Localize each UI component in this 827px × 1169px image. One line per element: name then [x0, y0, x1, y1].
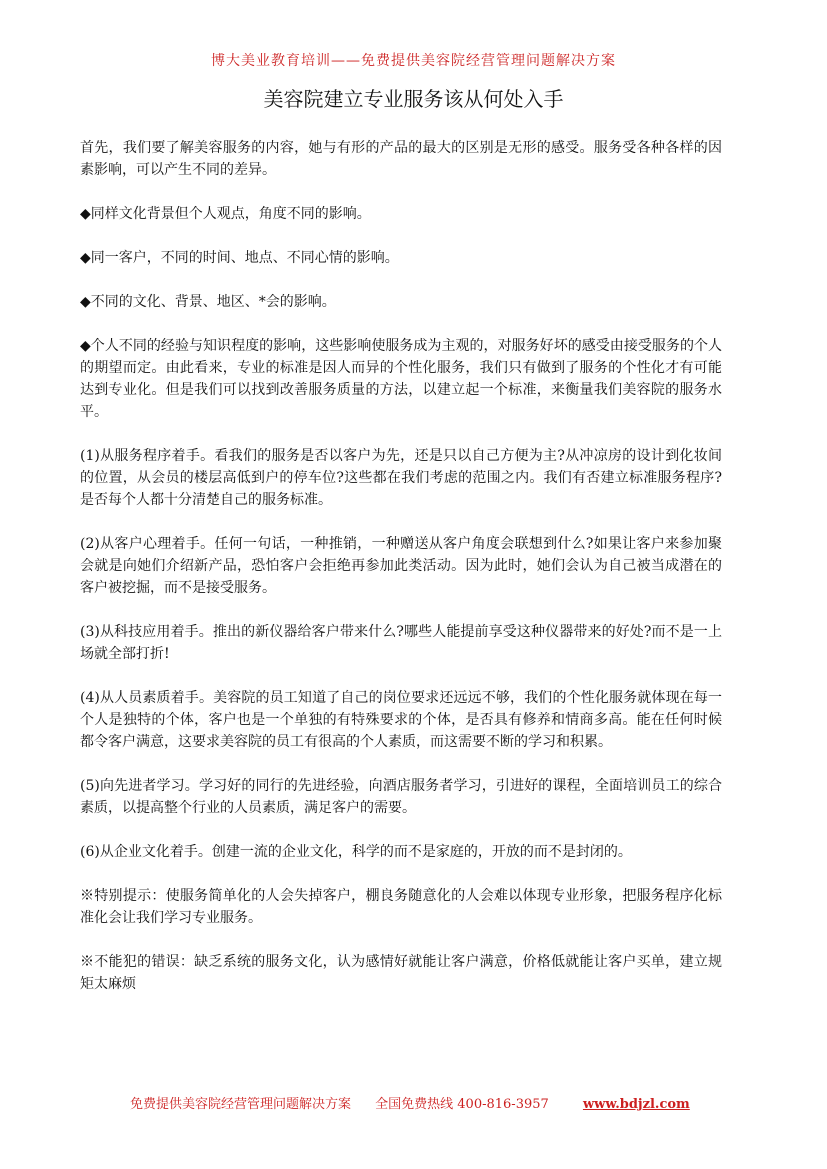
- paragraph-tip: ※特别提示：使服务简单化的人会失掉客户，棚良务随意化的人会难以体现专业形象，把服务程序化标准化会让我们学习专业服务。: [80, 888, 722, 926]
- footer-url-link[interactable]: www.bdjzl.com: [582, 1097, 690, 1112]
- article-body: [80, 137, 722, 1017]
- paragraph-item-4: (4)从人员素质着手。美容院的员工知道了自己的岗位要求还远远不够，我们的个性化服务就体现在每一个人是独特的个体，客户也是一个单独的有特殊要求的个体，是否具有修养和情商多高。能在任何时候都令客户满意，这要求美容院的员工有很高的个人素质，而这需要不断的学习和积累。: [80, 690, 722, 750]
- page-header: 博大美业教育培训——免费提供美容院经营管理问题解决方案: [211, 53, 616, 69]
- paragraph-mistake: ※不能犯的错误：缺乏系统的服务文化，认为感情好就能让客户满意，价格低就能让客户买单，建立规矩太麻烦: [80, 954, 722, 992]
- page-footer: [130, 1093, 730, 1112]
- page-title: 美容院建立专业服务该从何处入手: [263, 87, 564, 111]
- paragraph-bullet-4: ◆个人不同的经验与知识程度的影响，这些影响使服务成为主观的，对服务好坏的感受由接受服务的个人的期望而定。由此看来，专业的标准是因人而异的个性化服务，我们只有做到了服务的个性化才有可能达到专业化。但是我们可以找到改善服务质量的方法，以建立起一个标准，来衡量我们美容院的服务水平。: [80, 338, 722, 420]
- footer-text: 免费提供美容院经营管理问题解决方案: [130, 1097, 352, 1112]
- paragraph-intro: 首先，我们要了解美容服务的内容，她与有形的产品的最大的区别是无形的感受。服务受各种各样的因素影响，可以产生不同的差异。: [80, 140, 722, 178]
- paragraph-bullet-2: ◆同一客户，不同的时间、地点、不同心情的影响。: [80, 250, 399, 266]
- paragraph-item-3: (3)从科技应用着手。推出的新仪器给客户带来什么?哪些人能提前享受这种仪器带来的好处?而不是一上场就全部打折!: [80, 624, 722, 662]
- paragraph-bullet-1: ◆同样文化背景但个人观点，角度不同的影响。: [80, 206, 371, 222]
- paragraph-item-1: (1)从服务程序着手。看我们的服务是否以客户为先，还是只以自己方便为主?从冲凉房的设计到化妆间的位置，从会员的楼层高低到户的停车位?这些都在我们考虑的范围之内。我们有否建立标准服务程序?是否每个人都十分清楚自己的服务标准。: [80, 448, 722, 508]
- paragraph-item-6: (6)从企业文化着手。创建一流的企业文化，科学的而不是家庭的，开放的而不是封闭的。: [80, 844, 632, 860]
- footer-hotline: 全国免费热线 400-816-3957: [375, 1097, 549, 1112]
- paragraph-item-2: (2)从客户心理着手。任何一句话，一种推销，一种赠送从客户角度会联想到什么?如果让客户来参加聚会就是向她们介绍新产品，恐怕客户会拒绝再参加此类活动。因为此时，她们会认为自己被当成潜在的客户被挖掘，而不是接受服务。: [80, 536, 722, 596]
- paragraph-item-5: (5)向先进者学习。学习好的同行的先进经验，向酒店服务者学习，引进好的课程，全面培训员工的综合素质，以提高整个行业的人员素质，满足客户的需要。: [80, 778, 722, 816]
- paragraph-bullet-3: ◆不同的文化、背景、地区、*会的影响。: [80, 294, 336, 310]
